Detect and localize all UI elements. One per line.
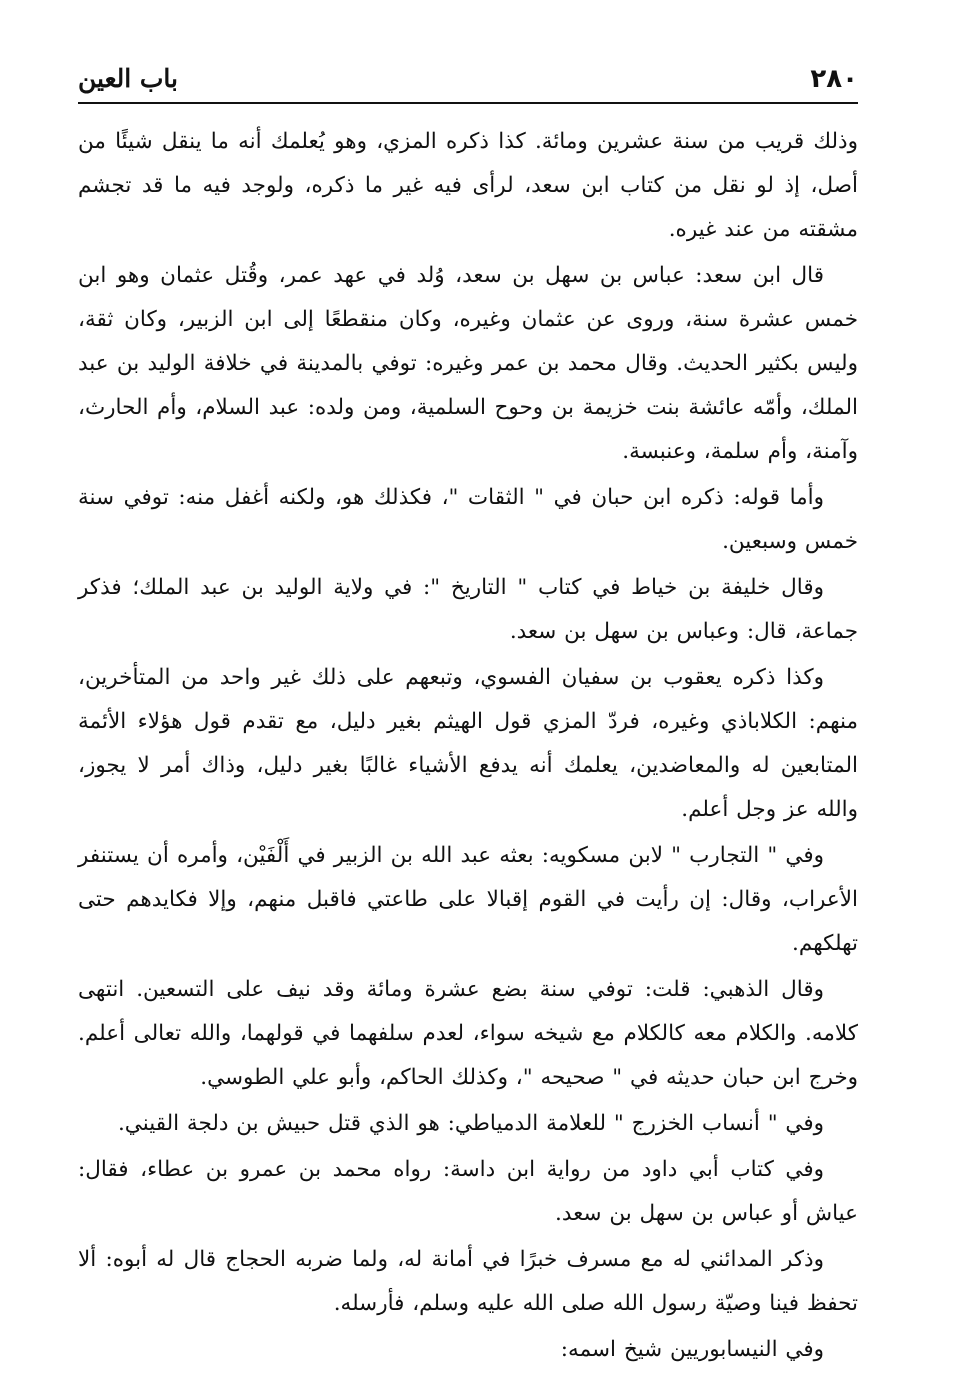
paragraph: وفي " التجارب " لابن مسكويه: بعثه عبد الله بن الزبير في أَلْفَيْن، وأمره أن يستنفر الأعراب، وقال: إن رأيت في القوم إقبالا على طاعتي فاقبل منهم، وإلا فكايدهم حتى تهلكهم. <box>78 843 858 956</box>
book-page <box>78 58 858 1362</box>
running-header <box>78 58 858 104</box>
paragraph: وكذا ذكره يعقوب بن سفيان الفسوي، وتبعهم على ذلك غير واحد من المتأخرين، منهم: الكلاباذي وغيره، فردّ المزي قول الهيثم بغير دليل، مع تقدم قول هؤلاء الأئمة المتابعين له والمعاضدين، يعلمك أنه يدفع الأشياء غالبًا بغير دليل، وذاك أمر لا يجوز، والله عز وجل أعلم. <box>78 665 858 822</box>
paragraph: وفي " أنساب الخزرج " للعلامة الدمياطي: هو الذي قتل حبيش بن دلجة القيني. <box>117 1111 824 1136</box>
body-text <box>78 120 858 1372</box>
chapter-title: باب العين <box>78 64 179 93</box>
paragraph: وفي كتاب أبي داود من رواية ابن داسة: رواه محمد بن عمرو بن عطاء، فقال: عياش أو عباس بن سهل بن سعد. <box>78 1157 858 1226</box>
paragraph: وفي النيسابوريين شيخ اسمه: <box>560 1337 824 1362</box>
page-number: ٢٨٠ <box>810 64 858 94</box>
paragraph: قال ابن سعد: عباس بن سهل بن سعد، وُلد في عهد عمر، وقُتل عثمان وهو ابن خمس عشرة سنة، وروى عن عثمان وغيره، وكان منقطعًا إلى ابن الزبير، وكان ثقة، وليس بكثير الحديث. وقال محمد بن عمر وغيره: توفي بالمدينة في خلافة الوليد بن عبد الملك، وأمّه عائشة بنت خزيمة بن وحوح السلمية، ومن ولده: عبد السلام، وأم الحارث، وآمنة، وأم سلمة، وعنبسة. <box>78 263 858 464</box>
paragraph: وقال الذهبي: قلت: توفي سنة بضع عشرة ومائة وقد نيف على التسعين. انتهى كلامه. والكلام معه كالكلام مع شيخه سواء، لعدم سلفهما في قولهما، والله تعالى أعلم. وخرج ابن حبان حديثه في " صحيحه "، وكذلك الحاكم، وأبو علي الطوسي. <box>78 977 858 1090</box>
paragraph: وأما قوله: ذكره ابن حبان في " الثقات "، فكذلك هو، ولكنه أغفل منه: توفي سنة خمس وسبعين. <box>78 485 858 554</box>
paragraph: وقال خليفة بن خياط في كتاب " التاريخ ": في ولاية الوليد بن عبد الملك؛ فذكر جماعة، قال: وعباس بن سهل بن سعد. <box>78 575 858 644</box>
paragraph: وذكر المدائني له مع مسرف خبرًا في أمانة له، ولما ضربه الحجاج قال له أبوه: ألا تحفظ فينا وصيّة رسول الله صلى الله عليه وسلم، فأرسله. <box>78 1247 858 1316</box>
paragraph: وذلك قريب من سنة عشرين ومائة. كذا ذكره المزي، وهو يُعلمك أنه ما ينقل شيئًا من أصل، إذ لو نقل من كتاب ابن سعد، لرأى فيه غير ما ذكره، ولوجد فيه ما قد تجشم مشقته من عند غيره. <box>78 129 858 242</box>
